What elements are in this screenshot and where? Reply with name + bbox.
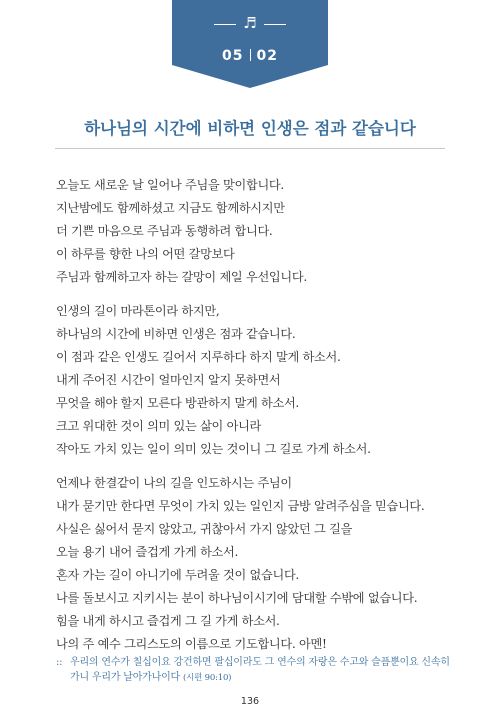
stanza-line: 혼자 가는 길이 아니기에 두려울 것이 없습니다. (56, 568, 300, 582)
footnote-reference: (시편 90:10) (183, 673, 232, 683)
stanza-line: 크고 위대한 것이 의미 있는 삶이 아니라 (56, 419, 262, 433)
section-index: 02 (256, 48, 278, 64)
scripture-footnote (56, 655, 454, 686)
stanza-line: 나의 주 예수 그리스도의 이름으로 기도합니다. 아멘! (56, 637, 327, 651)
page-title: 하나님의 시간에 비하면 인생은 점과 같습니다 (84, 119, 416, 138)
footnote-verse: 우리의 연수가 칠십이요 강건하면 팔십이라도 그 연수의 자랑은 수고와 슬픔뿐이요 신속히 가니 우리가 날아가나이다 (70, 657, 450, 683)
stanza-line: 힘을 내게 하시고 즐겁게 그 길 가게 하소서. (56, 614, 280, 628)
stanza-line: 이 점과 같은 인생도 길어서 지루하다 하지 말게 하소서. (56, 350, 341, 364)
stanza-line: 언제나 한결같이 나의 길을 인도하시는 주님이 (56, 476, 292, 490)
page-number: 136 (240, 696, 260, 707)
stanza-3 (56, 472, 476, 656)
stanza-line: 인생의 길이 마라톤이라 하지만, (56, 304, 220, 318)
stanza-line: 오늘도 새로운 날 일어나 주님을 맞이합니다. (56, 178, 284, 192)
music-note-icon: ♬ (243, 14, 257, 32)
stanza-line: 나를 돌보시고 지키시는 분이 하나님이시기에 담대할 수밖에 없습니다. (56, 591, 418, 605)
stanza-line: 더 기쁜 마음으로 주님과 동행하려 합니다. (56, 224, 273, 238)
stanza-line: 내게 주어진 시간이 얼마인지 알지 못하면서 (56, 373, 281, 387)
stanza-line: 사실은 싫어서 묻지 않았고, 귀찮아서 가지 않았던 그 길을 (56, 522, 353, 536)
chapter-number (172, 47, 328, 65)
footnote-text (70, 655, 454, 686)
chapter-separator (250, 49, 251, 61)
stanza-2 (56, 300, 476, 461)
chapter-badge (172, 0, 328, 88)
title-divider (55, 148, 445, 149)
stanza-line: 작아도 가치 있는 일이 의미 있는 것이니 그 길로 가게 하소서. (56, 442, 371, 456)
stanza-line: 무엇을 해야 할지 모른다 방관하지 말게 하소서. (56, 396, 300, 410)
stanza-line: 내가 묻기만 한다면 무엇이 가치 있는 일인지 금방 알려주심을 믿습니다. (56, 499, 425, 513)
prayer-body (56, 174, 476, 667)
stanza-line: 이 하루를 향한 나의 어떤 갈망보다 (56, 247, 235, 261)
stanza-1 (56, 174, 476, 289)
stanza-line: 지난밤에도 함께하셨고 지금도 함께하시지만 (56, 201, 285, 215)
stanza-line: 주님과 함께하고자 하는 갈망이 제일 우선입니다. (56, 270, 307, 284)
stanza-line: 오늘 용기 내어 즐겁게 가게 하소서. (56, 545, 239, 559)
chapter-index: 05 (222, 48, 244, 64)
footnote-mark: :: (56, 657, 63, 668)
stanza-line: 하나님의 시간에 비하면 인생은 점과 같습니다. (56, 327, 296, 341)
